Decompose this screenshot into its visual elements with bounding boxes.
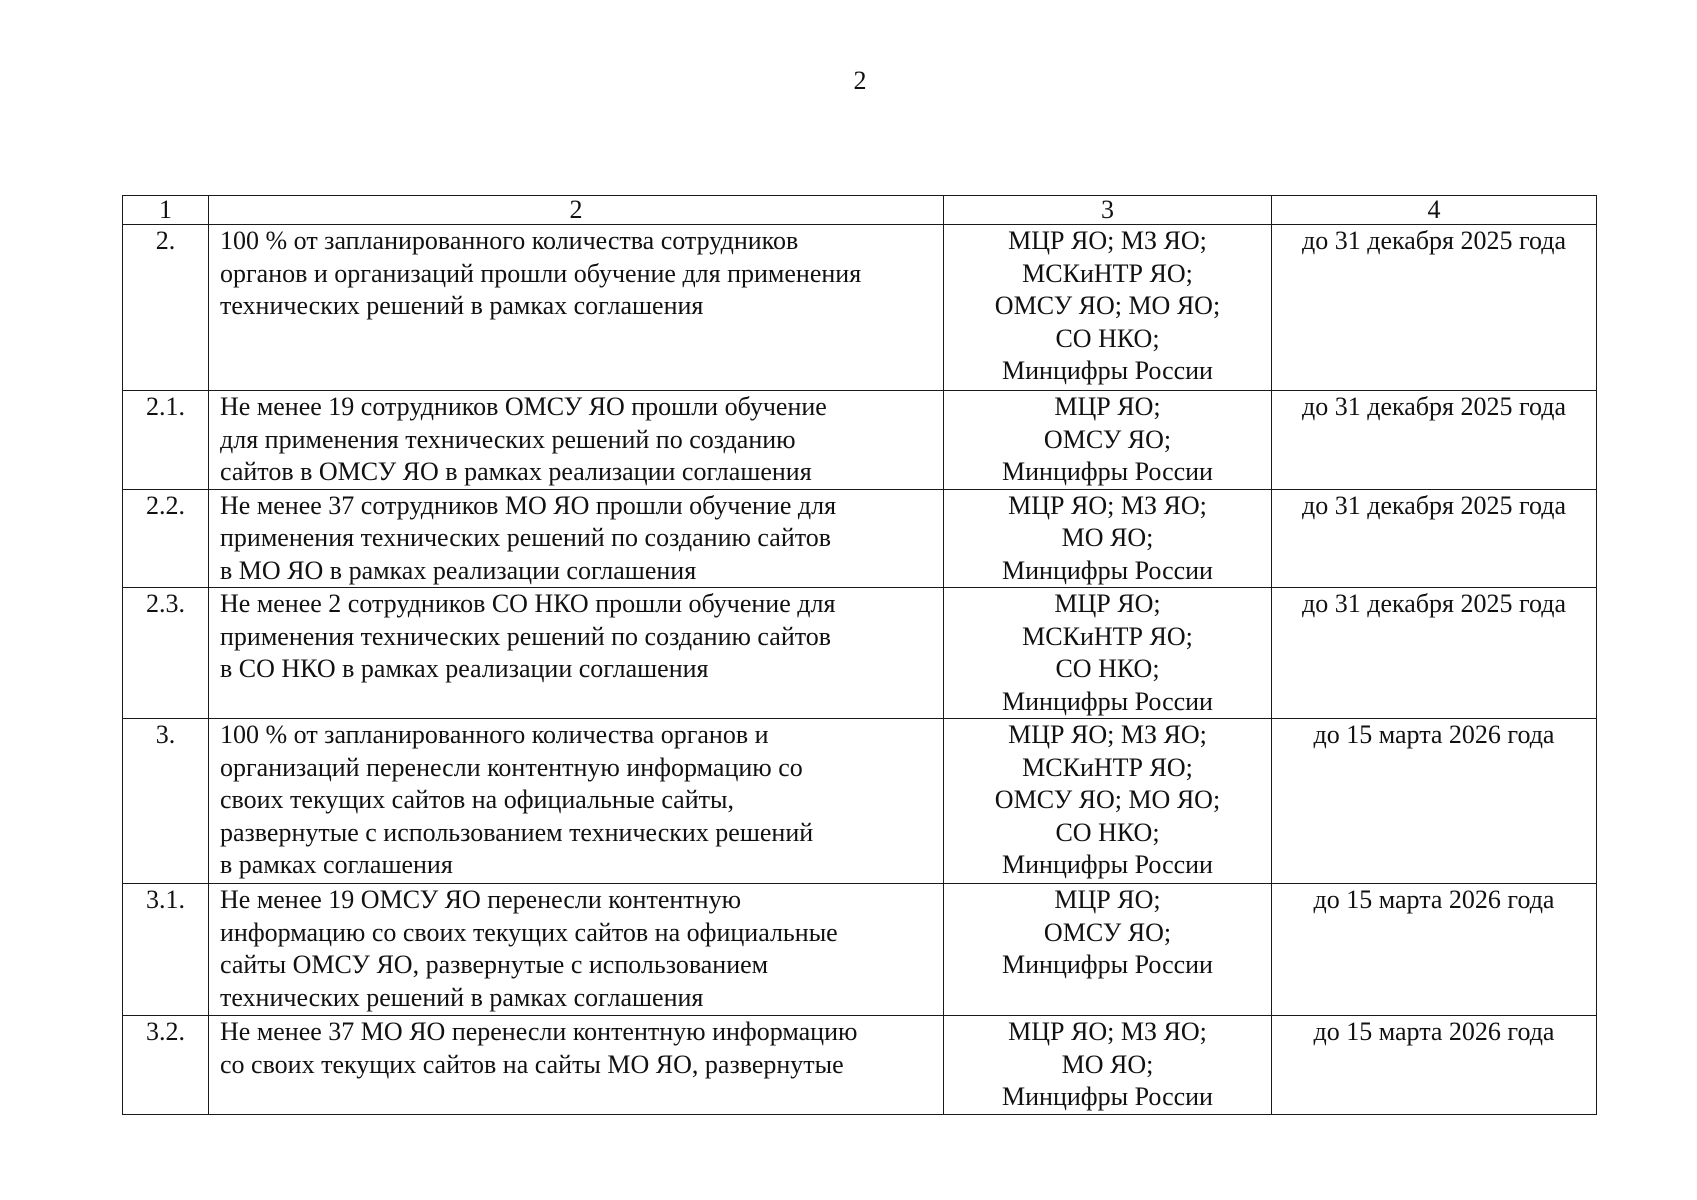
executor-line: МЦР ЯО; МЗ ЯО; [1008, 720, 1207, 749]
header-cell-4: 4 [1272, 196, 1597, 225]
executor-line: МЦР ЯО; МЗ ЯО; [1008, 1017, 1207, 1046]
row-executors [944, 225, 1272, 391]
header-cell-1: 1 [123, 196, 209, 225]
row-deadline: до 31 декабря 2025 года [1272, 391, 1597, 490]
row-number: 2.1. [123, 391, 209, 490]
row-deadline: до 15 марта 2026 года [1272, 1016, 1597, 1115]
description-line: сайтов в ОМСУ ЯО в рамках реализации соглашения [220, 457, 812, 486]
description-line: Не менее 19 сотрудников ОМСУ ЯО прошли обучение [220, 392, 827, 421]
row-deadline: до 15 марта 2026 года [1272, 719, 1597, 884]
row-description [209, 1016, 944, 1115]
executor-line: СО НКО; [1055, 323, 1160, 353]
executor-line: ОМСУ ЯО; [1043, 917, 1172, 947]
row-executors [944, 391, 1272, 490]
table-row [123, 884, 1597, 1016]
row-deadline: до 31 декабря 2025 года [1272, 588, 1597, 719]
executor-line: ОМСУ ЯО; МО ЯО; [994, 785, 1221, 814]
executor-line: Минцифры России [1002, 1082, 1213, 1111]
table-row [123, 719, 1597, 884]
row-executors [944, 588, 1272, 719]
row-deadline: до 31 декабря 2025 года [1272, 225, 1597, 391]
description-line: сайты ОМСУ ЯО, развернутые с использованием [220, 950, 769, 979]
description-line: со своих текущих сайтов на сайты МО ЯО, развернутые [220, 1049, 844, 1079]
executor-line: Минцифры России [1002, 555, 1213, 585]
table-header-row [123, 196, 1597, 225]
row-description [209, 391, 944, 490]
description-line: применения технических решений по созданию сайтов [220, 621, 832, 651]
row-deadline: до 31 декабря 2025 года [1272, 489, 1597, 588]
executor-line: Минцифры России [1002, 950, 1213, 979]
description-line: Не менее 37 МО ЯО перенесли контентную информацию [220, 1017, 858, 1046]
executor-line: МО ЯО; [1061, 523, 1154, 552]
row-number: 2.3. [123, 588, 209, 719]
description-line: применения технических решений по созданию сайтов [220, 523, 832, 552]
table-row [123, 588, 1597, 719]
description-line: Не менее 19 ОМСУ ЯО перенесли контентную [220, 885, 741, 914]
description-line: в МО ЯО в рамках реализации соглашения [220, 555, 697, 585]
executor-line: МЦР ЯО; [1054, 589, 1161, 618]
executor-line: МСКиНТР ЯО; [1022, 752, 1193, 782]
executor-line: МЦР ЯО; [1054, 885, 1161, 914]
description-line: развернутые с использованием технических решений [220, 817, 814, 847]
page-number: 2 [853, 66, 867, 95]
executor-line: МЦР ЯО; МЗ ЯО; [1008, 490, 1207, 520]
row-executors [944, 489, 1272, 588]
table-row [123, 489, 1597, 588]
row-number: 3.2. [123, 1016, 209, 1115]
executor-line: СО НКО; [1055, 817, 1160, 847]
executor-line: МСКиНТР ЯО; [1022, 258, 1193, 288]
row-number: 2. [123, 225, 209, 391]
executor-line: ОМСУ ЯО; [1043, 424, 1172, 454]
row-description [209, 588, 944, 719]
description-line: организаций перенесли контентную информацию со [220, 752, 803, 782]
description-line: своих текущих сайтов на официальные сайты, [220, 785, 734, 814]
row-description [209, 225, 944, 391]
table-row [123, 225, 1597, 391]
executor-line: Минцифры России [1002, 850, 1213, 879]
description-line: технических решений в рамках соглашения [220, 291, 704, 320]
executor-line: Минцифры России [1002, 457, 1213, 486]
description-line: для применения технических решений по созданию [220, 424, 796, 454]
table-row [123, 1016, 1597, 1115]
description-line: 100 % от запланированного количества сотрудников [220, 226, 799, 255]
description-line: в СО НКО в рамках реализации соглашения [220, 654, 709, 683]
row-description [209, 884, 944, 1016]
executor-line: МСКиНТР ЯО; [1022, 621, 1193, 651]
header-cell-3: 3 [944, 196, 1272, 225]
executor-line: МЦР ЯО; МЗ ЯО; [1008, 226, 1207, 255]
row-deadline: до 15 марта 2026 года [1272, 884, 1597, 1016]
description-line: органов и организаций прошли обучение для применения [220, 258, 862, 288]
executor-line: МЦР ЯО; [1054, 392, 1161, 421]
row-number: 2.2. [123, 489, 209, 588]
row-number: 3.1. [123, 884, 209, 1016]
table-row [123, 391, 1597, 490]
description-line: технических решений в рамках соглашения [220, 982, 704, 1012]
row-description [209, 719, 944, 884]
row-executors [944, 1016, 1272, 1115]
description-line: Не менее 37 сотрудников МО ЯО прошли обучение для [220, 490, 837, 520]
row-executors [944, 884, 1272, 1016]
description-line: Не менее 2 сотрудников СО НКО прошли обучение для [220, 589, 836, 618]
row-executors [944, 719, 1272, 884]
executor-line: МО ЯО; [1061, 1049, 1154, 1079]
description-line: информацию со своих текущих сайтов на официальные [220, 917, 838, 947]
row-description [209, 489, 944, 588]
executor-line: Минцифры России [1002, 686, 1213, 716]
executor-line: ОМСУ ЯО; МО ЯО; [994, 291, 1221, 320]
row-number: 3. [123, 719, 209, 884]
description-line: в рамках соглашения [220, 850, 453, 879]
description-line: 100 % от запланированного количества органов и [220, 720, 769, 749]
plan-table [122, 195, 1597, 1115]
executor-line: Минцифры России [1002, 356, 1213, 385]
executor-line: СО НКО; [1055, 654, 1160, 683]
header-cell-2: 2 [209, 196, 944, 225]
